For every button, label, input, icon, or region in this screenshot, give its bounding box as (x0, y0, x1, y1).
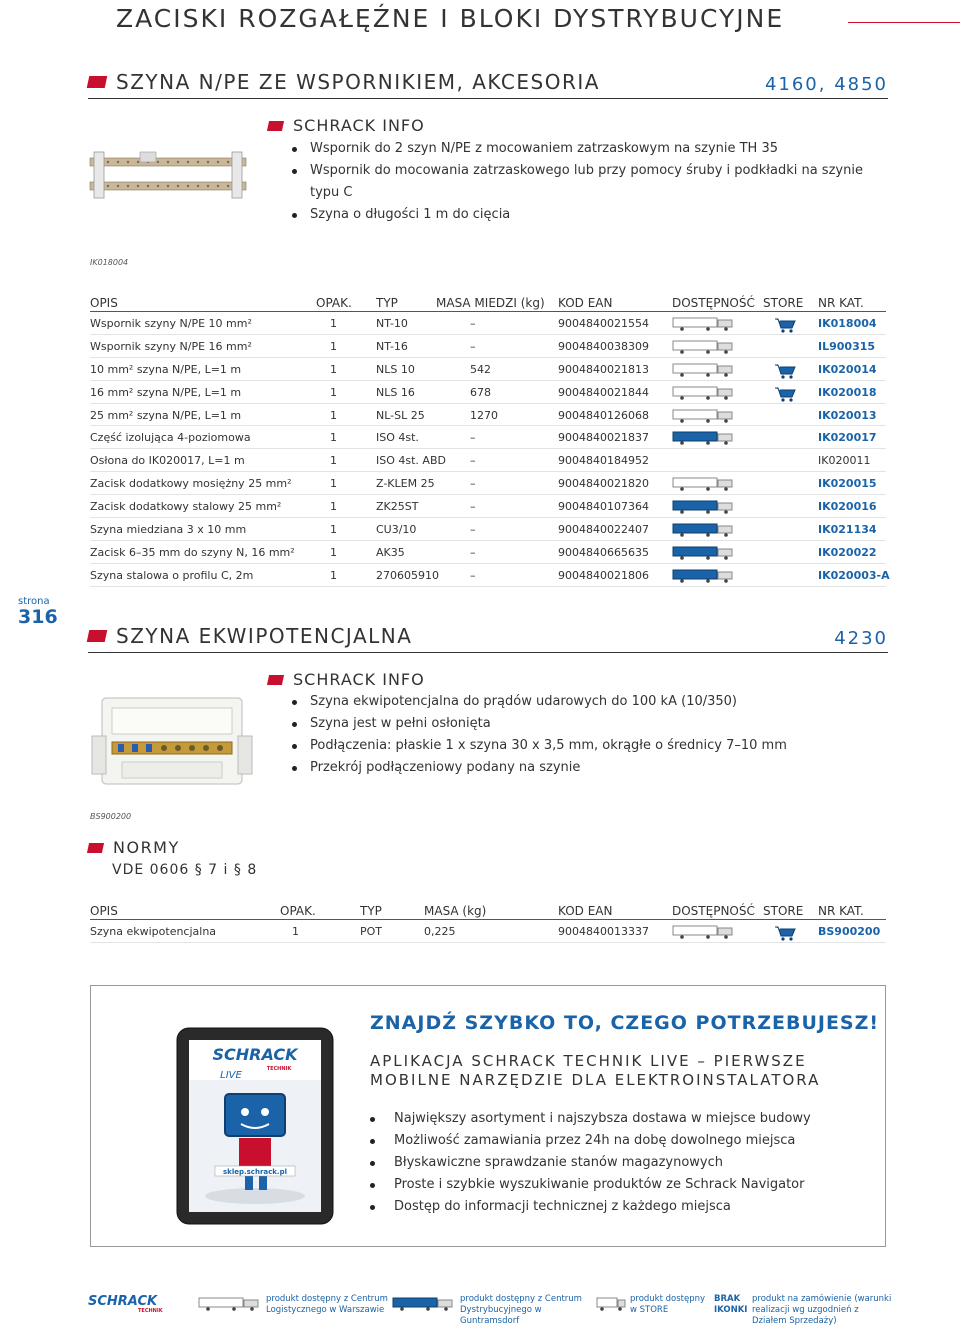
legend-on-order: produkt na zamówienie (warunki realizacji wg uzgodnień z Działem Sprzedaży) (752, 1294, 892, 1326)
cell-typ: POT (360, 925, 383, 938)
shopping-cart-icon (774, 363, 796, 379)
cell-opis: Zacisk dodatkowy mosiężny 25 mm² (90, 477, 292, 491)
list-item: Szyna jest w pełni osłonięta (292, 713, 882, 735)
shopping-cart-icon (774, 317, 796, 333)
cell-opis: Szyna ekwipotencjalna (90, 925, 217, 938)
cell-opak: 1 (330, 500, 337, 514)
cell-ean: 9004840021554 (558, 317, 649, 330)
cell-opak: 1 (330, 568, 337, 582)
cell-ean: 9004840021813 (558, 362, 649, 376)
section2-number: 4230 (834, 628, 888, 649)
cell-typ: NL-SL 25 (376, 408, 425, 422)
truck-blue-icon (672, 546, 734, 560)
cell-typ: ISO 4st. (376, 431, 419, 445)
list-item: Możliwość zamawiania przez 24h na dobę dowolnego miejsca (370, 1130, 850, 1152)
tablet-logo-sub: TECHNIK (266, 1066, 292, 1072)
cell-masa: – (470, 568, 476, 582)
logo-text: SCHRACK (88, 1294, 158, 1309)
section2-image-caption: BS900200 (90, 812, 132, 821)
cell-opis: Szyna stalowa o profilu C, 2m (90, 568, 254, 582)
cell-ean: 9004840021806 (558, 568, 649, 582)
list-item: Błyskawiczne sprawdzanie stanów magazynowych (370, 1152, 850, 1174)
section2-heading (88, 624, 412, 648)
table-row (90, 518, 886, 541)
cell-opak: 1 (330, 339, 337, 353)
list-item: Proste i szybkie wyszukiwanie produktów ze Schrack Navigator (370, 1174, 850, 1196)
cell-masa: 678 (470, 385, 491, 399)
cell-opak: 1 (330, 362, 337, 376)
truck-white-icon (596, 1296, 626, 1315)
norms-text: VDE 0606 § 7 i § 8 (112, 862, 258, 878)
schrack-logo (86, 1292, 172, 1318)
list-item: Szyna o długości 1 m do cięcia (292, 204, 882, 226)
section2-rule (88, 652, 888, 653)
cell-opis: Zacisk 6–35 mm do szyny N, 16 mm² (90, 545, 295, 559)
truck-white-icon (672, 317, 734, 331)
col-typ: TYP (360, 904, 382, 918)
promo-subtitle: APLIKACJA SCHRACK TECHNIK LIVE – PIERWSZE MOBILNE NARZĘDZIE DLA ELEKTROINSTALATORA (370, 1052, 821, 1089)
section2-info-heading (268, 670, 425, 689)
tablet-logo-text: SCHRACK (212, 1045, 298, 1064)
truck-blue-icon (672, 569, 734, 583)
section1-info-heading (268, 116, 425, 135)
cell-nr-kat: IK020022 (818, 545, 877, 559)
truck-white-icon (672, 925, 734, 939)
table-row (90, 564, 890, 587)
list-item: Wspornik do 2 szyn N/PE z mocowaniem zatrzaskowym na szynie TH 35 (292, 138, 882, 160)
cell-nr-kat: IK021134 (818, 523, 877, 537)
cell-nr-kat: IK018004 (818, 317, 877, 330)
cell-nr-kat: BS900200 (818, 925, 881, 938)
cell-typ: Z-KLEM 25 (376, 477, 435, 491)
table-row (90, 426, 886, 449)
cell-opak: 1 (330, 454, 337, 468)
col-nr-kat: NR KAT. (818, 904, 864, 918)
col-ean: KOD EAN (558, 904, 613, 918)
legend-warsaw: produkt dostępny z Centrum Logistycznego w Warszawie (266, 1294, 388, 1315)
cell-ean: 9004840022407 (558, 523, 649, 537)
red-square-icon (87, 843, 104, 853)
title-accent-line (848, 22, 960, 23)
table-row (90, 449, 886, 472)
legend-store: produkt dostępny w STORE (630, 1294, 706, 1315)
cell-ean: 9004840013337 (558, 925, 649, 938)
cell-ean: 9004840021844 (558, 385, 649, 399)
cell-opis: Wspornik szyny N/PE 10 mm² (90, 317, 252, 330)
cell-opis: Część izolująca 4-poziomowa (90, 431, 251, 445)
page-title: ZACISKI ROZGAŁĘŹNE I BLOKI DYSTRYBUCYJNE (116, 4, 785, 33)
cell-nr-kat: IK020003-A (818, 568, 890, 582)
truck-white-icon (672, 477, 734, 491)
cell-masa: 1270 (470, 408, 498, 422)
red-square-icon (87, 630, 108, 642)
tablet-url-text: sklep.schrack.pl (223, 1168, 287, 1176)
truck-white-icon (672, 340, 734, 354)
cell-nr-kat: IK020018 (818, 385, 877, 399)
cell-typ: CU3/10 (376, 523, 417, 537)
cell-ean: 9004840126068 (558, 408, 649, 422)
tablet-image (175, 1026, 335, 1230)
cell-nr-kat: IK020015 (818, 477, 877, 491)
logo-sub-text: TECHNIK (138, 1308, 163, 1314)
cell-masa: – (470, 339, 476, 353)
cell-typ: NT-16 (376, 339, 408, 353)
cell-masa: – (470, 317, 476, 330)
cell-masa: – (470, 477, 476, 491)
promo-list (370, 1108, 850, 1218)
col-typ: TYP (376, 296, 398, 310)
table-row (90, 335, 886, 358)
cell-opis: 25 mm² szyna N/PE, L=1 m (90, 408, 242, 422)
cell-nr-kat: IL900315 (818, 339, 876, 353)
list-item: Szyna ekwipotencjalna do prądów udarowych do 100 kA (10/350) (292, 691, 882, 713)
shopping-cart-icon (774, 386, 796, 402)
table-row (90, 381, 886, 404)
col-opak: OPAK. (316, 296, 352, 310)
section1-number: 4160, 4850 (764, 74, 888, 95)
list-item: Dostęp do informacji technicznej z każdego miejsca (370, 1196, 850, 1218)
table-header-row (90, 292, 886, 312)
table-header-row (90, 900, 886, 920)
cell-masa: – (470, 431, 476, 445)
table-row (90, 920, 886, 943)
legend-no-icon: BRAK IKONKI (714, 1294, 748, 1315)
section2-product-table (90, 900, 886, 943)
cell-typ: NLS 16 (376, 385, 415, 399)
section1-heading (88, 70, 600, 94)
red-square-icon (267, 675, 284, 685)
cell-typ: NT-10 (376, 317, 408, 330)
col-store: STORE (763, 904, 804, 918)
col-opis: OPIS (90, 904, 118, 918)
cell-opis: Osłona do IK020017, L=1 m (90, 454, 245, 468)
section1-rule (88, 98, 888, 99)
list-item: Przekrój podłączeniowy podany na szynie (292, 757, 882, 779)
section1-image-caption: IK018004 (90, 258, 129, 267)
cell-nr-kat: IK020016 (818, 500, 877, 514)
col-dostepnosc: DOSTĘPNOŚĆ (672, 296, 755, 310)
col-masa: MASA (kg) (424, 904, 487, 918)
legend-guntramsdorf: produkt dostępny z Centrum Dystrybucyjnego w Guntramsdorf (460, 1294, 582, 1326)
cell-masa: 0,225 (424, 925, 456, 938)
page-number: 316 (18, 606, 58, 628)
cell-opak: 1 (330, 523, 337, 537)
truck-white-icon (672, 363, 734, 377)
cell-typ: NLS 10 (376, 362, 415, 376)
section1-product-table (90, 292, 890, 587)
cell-nr-kat: IK020014 (818, 362, 877, 376)
cell-opis: Wspornik szyny N/PE 16 mm² (90, 339, 252, 353)
cell-opak: 1 (330, 317, 337, 330)
cell-typ: ZK25ST (376, 500, 419, 514)
cell-nr-kat: IK020013 (818, 408, 877, 422)
cell-ean: 9004840021837 (558, 431, 649, 445)
promo-title: ZNAJDŹ SZYBKO TO, CZEGO POTRZEBUJESZ! (370, 1012, 880, 1034)
cell-ean: 9004840184952 (558, 454, 649, 468)
truck-blue-icon (392, 1296, 454, 1315)
col-dostepnosc: DOSTĘPNOŚĆ (672, 904, 755, 918)
truck-blue-icon (672, 431, 734, 445)
col-store: STORE (763, 296, 804, 310)
section2-info-list (292, 691, 882, 779)
cell-ean: 9004840038309 (558, 339, 649, 353)
list-item: Wspornik do mocowania zatrzaskowego lub przy pomocy śruby i podkładki na szynie typu C (292, 160, 882, 204)
norms-heading (88, 838, 180, 857)
table-row (90, 404, 886, 427)
cell-opis: Szyna miedziana 3 x 10 mm (90, 523, 247, 537)
cell-opak: 1 (330, 477, 337, 491)
section2-info-title: SCHRACK INFO (293, 670, 425, 689)
truck-white-icon (198, 1296, 260, 1315)
section1-info-list (292, 138, 882, 226)
cell-masa: 542 (470, 362, 491, 376)
red-square-icon (87, 76, 108, 88)
cell-opis: 10 mm² szyna N/PE, L=1 m (90, 362, 242, 376)
truck-blue-icon (672, 523, 734, 537)
cell-opis: Zacisk dodatkowy stalowy 25 mm² (90, 500, 282, 514)
col-ean: KOD EAN (558, 296, 613, 310)
cell-ean: 9004840107364 (558, 500, 649, 514)
list-item: Podłączenia: płaskie 1 x szyna 30 x 3,5 mm, okrągłe o średnicy 7–10 mm (292, 735, 882, 757)
shopping-cart-icon (774, 925, 796, 941)
cell-opak: 1 (330, 408, 337, 422)
cell-masa: – (470, 545, 476, 559)
cell-opak: 1 (330, 431, 337, 445)
col-masa: MASA MIEDZI (kg) (436, 296, 545, 310)
cell-opak: 1 (330, 545, 337, 559)
nt-bracket-image (88, 146, 248, 206)
truck-blue-icon (672, 500, 734, 514)
col-opak: OPAK. (280, 904, 316, 918)
list-item: Największy asortyment i najszybsza dostawa w miejsce budowy (370, 1108, 850, 1130)
cell-typ: 270605910 (376, 568, 439, 582)
cell-opak: 1 (330, 385, 337, 399)
table-row (90, 358, 886, 381)
table-row (90, 472, 886, 495)
cell-typ: ISO 4st. ABD (376, 454, 446, 468)
cell-nr-kat: IK020017 (818, 431, 877, 445)
cell-masa: – (470, 523, 476, 537)
cell-opak: 1 (292, 925, 299, 938)
truck-white-icon (672, 386, 734, 400)
norms-title: NORMY (113, 838, 180, 857)
col-opis: OPIS (90, 296, 118, 310)
col-nr-kat: NR KAT. (818, 296, 864, 310)
cell-typ: AK35 (376, 545, 405, 559)
table-row (90, 541, 886, 564)
section1-title: SZYNA N/PE ZE WSPORNIKIEM, AKCESORIA (116, 70, 600, 94)
cell-nr-kat: IK020011 (818, 454, 871, 468)
section1-info-title: SCHRACK INFO (293, 116, 425, 135)
red-square-icon (267, 121, 284, 131)
tablet-live-text: LIVE (220, 1070, 242, 1081)
cell-ean: 9004840021820 (558, 477, 649, 491)
table-row (90, 312, 886, 335)
cell-ean: 9004840665635 (558, 545, 649, 559)
cell-opis: 16 mm² szyna N/PE, L=1 m (90, 385, 242, 399)
table-row (90, 495, 886, 518)
cell-masa: – (470, 454, 476, 468)
page-label: strona (18, 596, 50, 607)
section2-title: SZYNA EKWIPOTENCJALNA (116, 624, 413, 648)
equipotential-bar-image (92, 678, 252, 802)
cell-masa: – (470, 500, 476, 514)
truck-white-icon (672, 409, 734, 423)
